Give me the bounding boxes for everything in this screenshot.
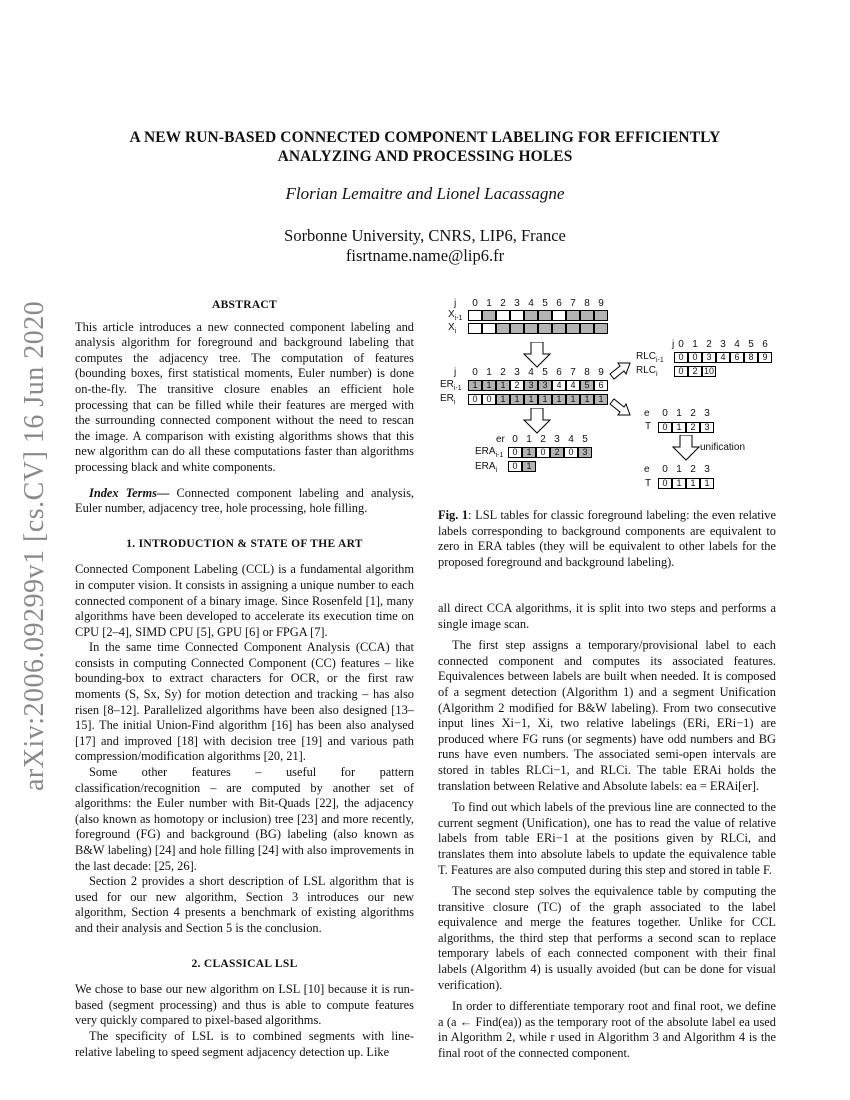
fig-xprev-pixel [566, 310, 580, 321]
fig-ercur-cell: 1 [552, 394, 566, 405]
fig-rlc-index: 2 [706, 339, 712, 350]
fig-eracur-label [475, 461, 497, 474]
fig-xprev-pixel [482, 310, 496, 321]
paper-title [60, 128, 790, 166]
fig-rlc-index: 5 [748, 339, 754, 350]
fig-erprev-cell: 6 [594, 380, 608, 391]
fig-eraprev-sub: i-1 [495, 452, 504, 459]
authors: Florian Lemaitre and Lionel Lacassagne [285, 184, 565, 203]
fig-t2-cell: 0 [658, 478, 672, 489]
fig-rlcprev-cell: 9 [758, 352, 772, 363]
fig-rlccur-cell: 2 [688, 366, 702, 377]
fig-ercur-cell: 0 [468, 394, 482, 405]
fig-e-index: 1 [676, 408, 682, 419]
fig-rlc-index: 6 [762, 339, 768, 350]
fig-e-index: 3 [704, 464, 710, 475]
fig-t2-cell: 1 [700, 478, 714, 489]
fig-j-index: 2 [500, 367, 506, 378]
fig-t-label: T [645, 421, 652, 432]
fig-j-index: 9 [598, 367, 604, 378]
fig-rlccur-sub: i [656, 371, 658, 378]
fig-rlcprev-cell: 4 [716, 352, 730, 363]
affiliation-block [60, 226, 790, 266]
fig-erprev-main: ER [440, 379, 454, 390]
fig-erprev-cell: 3 [524, 380, 538, 391]
fig-rlccur-main: RLC [636, 365, 657, 376]
figure-1 [440, 296, 800, 496]
fig-diag-arrow-up [608, 362, 634, 384]
section1-heading: 1. INTRODUCTION & STATE OF THE ART [126, 537, 363, 550]
fig-rlccur-cell: 0 [674, 366, 688, 377]
fig-era-index: 3 [554, 434, 560, 445]
fig-down-arrow-1 [523, 342, 551, 368]
fig-j-index: 4 [528, 298, 534, 309]
fig-xprev-pixel [538, 310, 552, 321]
fig-xprev-pixel [594, 310, 608, 321]
fig-ercur-main: ER [440, 393, 454, 404]
fig-xprev-pixel [580, 310, 594, 321]
title-line-2: ANALYZING AND PROCESSING HOLES [277, 148, 573, 165]
fig-e-index: 2 [690, 464, 696, 475]
fig-era-index: 5 [582, 434, 588, 445]
fig-j-index: 1 [486, 298, 492, 309]
fig-xprev-pixel [510, 310, 524, 321]
fig-t-label-2: T [645, 478, 652, 489]
right-col-p0: all direct CCA algorithms, it is split into two steps and performs a single image scan. [438, 601, 776, 631]
fig-eraprev-cell: 0 [564, 447, 578, 458]
index-terms-label: Index Terms— [89, 485, 170, 500]
fig-rlccur-label [636, 365, 658, 378]
fig-j-index: 6 [556, 367, 562, 378]
fig-rlcprev-cell: 6 [730, 352, 744, 363]
fig-eraprev-label [475, 446, 503, 459]
abstract-heading: ABSTRACT [211, 299, 278, 311]
index-terms [75, 486, 414, 517]
fig-ercur-cell: 1 [566, 394, 580, 405]
fig-down-arrow-2 [523, 408, 551, 434]
fig-eraprev-cell: 1 [522, 447, 536, 458]
fig-j-index: 1 [486, 367, 492, 378]
fig-xprev-pixel [552, 310, 566, 321]
fig-erprev-cell: 1 [496, 380, 510, 391]
section1-p2: In the same time Connected Component Analysis (CCA) that consists in computing Connected Component (CC) features – like bounding-box to extract characters for OCR, or the first raw moments (S, Sx, Sy) for motion detection and tracking – has also risen [8–12]. Parallelized algorithms have been also designed [13–15]. The initial Union-Find algorithm [16] has been also analysed [17] and improved [18] with decision tree [19] and various path compression/modification algorithms [20, 21]. [75, 640, 414, 764]
fig-ercur-sub: i [453, 399, 456, 406]
fig-j-index: 3 [514, 298, 520, 309]
fig-ercur-cell: 1 [524, 394, 538, 405]
fig-rlcprev-cell: 0 [688, 352, 702, 363]
fig-xprev-main: X [448, 309, 455, 320]
fig-j-index: 2 [500, 298, 506, 309]
fig-eracur-cell: 1 [522, 461, 536, 472]
section1-p3: Some other features – useful for pattern classification/recognition – are computed by another set of algorithms: the Euler number with Bit-Quads [22], the adjacency (also known as homotopy or inclusion) tree [23] and more recently, foreground (FG) and background (BG) labeling (also known as B&W labeling) [24] and hole filling [24] with also improvements in the last decade: [25, 26]. [75, 765, 414, 873]
fig-eraprev-cell: 0 [508, 447, 522, 458]
fig-j-index: 7 [570, 367, 576, 378]
fig-xcur-pixel [510, 323, 524, 334]
affiliation: Sorbonne University, CNRS, LIP6, France [284, 226, 566, 245]
fig-xcur-pixel [482, 323, 496, 334]
fig-eracur-sub: i [495, 467, 498, 474]
fig-j-label: j [454, 298, 457, 309]
section2-p1: We chose to base our new algorithm on LSL [10] because it is run-based (segment processing) and thus is able to compute features very quickly compared to pixel-based algorithms. [75, 982, 414, 1028]
fig-erprev-cell: 1 [482, 380, 496, 391]
fig-rlcprev-cell: 0 [674, 352, 688, 363]
fig-rlc-index: 0 [678, 339, 684, 350]
section2-heading: 2. CLASSICAL LSL [191, 957, 298, 970]
fig-j-index: 7 [570, 298, 576, 309]
fig-erprev-cell: 4 [552, 380, 566, 391]
fig-e-label-2: e [644, 464, 650, 475]
fig-e-index: 3 [704, 408, 710, 419]
fig-j-index: 4 [528, 367, 534, 378]
left-column [75, 298, 414, 1060]
fig-erprev-cell: 4 [566, 380, 580, 391]
fig-xprev-pixel [496, 310, 510, 321]
fig-xcur-pixel [538, 323, 552, 334]
fig-ercur-cell: 1 [496, 394, 510, 405]
fig-eracur-main: ERA [475, 461, 496, 472]
fig-j-index: 0 [472, 298, 478, 309]
fig-t1-cell: 0 [658, 422, 672, 433]
figure-caption-label: Fig. 1 [438, 508, 469, 522]
fig-eraprev-cell: 0 [536, 447, 550, 458]
fig-xcur-sub: i [454, 328, 457, 335]
fig-erprev-cell: 2 [510, 380, 524, 391]
fig-erprev-label [440, 379, 462, 392]
fig-ercur-cell: 0 [482, 394, 496, 405]
fig-erprev-cell: 3 [538, 380, 552, 391]
fig-ercur-cell: 1 [538, 394, 552, 405]
fig-erprev-cell: 1 [468, 380, 482, 391]
fig-ercur-label [440, 393, 455, 406]
figure-caption [438, 508, 776, 570]
fig-xprev-pixel [468, 310, 482, 321]
fig-e-index: 1 [676, 464, 682, 475]
fig-rlcprev-label [636, 351, 664, 364]
fig-e-index: 0 [662, 408, 668, 419]
fig-erprev-sub: i-1 [453, 385, 462, 392]
fig-rlccur-cell: 10 [703, 366, 714, 376]
abstract-text: This article introduces a new connected component labeling and analysis algorithm for foreground and background labeling that computes the adjacency tree. The computation of features (bounding boxes, first statistical moments, Euler number) is done on-the-fly. The transitive closure enables an efficient hole processing that can be filled while their features are merged with the surrounding connected component without the need to rescan the image. A comparison with existing algorithms shows that this new algorithm can do all these computations faster than algorithms processing black and white components. [75, 319, 414, 474]
section1-p4: Section 2 provides a short description of LSL algorithm that is used for our new algorithm, Section 3 introduces our new algorithm, Section 4 presents a benchmark of existing algorithms and their analysis and Section 5 is the conclusion. [75, 874, 414, 935]
fig-xcur-pixel [496, 323, 510, 334]
right-column [438, 601, 776, 1062]
fig-j-index: 5 [542, 298, 548, 309]
section1-p1: Connected Component Labeling (CCL) is a fundamental algorithm in computer vision. It consists in assigning a unique number to each connected component of a binary image. Since Rosenfeld [1], many algorithms have been developed to accelerate its execution time on CPU [2–4], SIMD CPU [5], GPU [6] or FPGA [7]. [75, 562, 414, 639]
fig-xcur-pixel [552, 323, 566, 334]
section2-p2: The specificity of LSL is to combined segments with line-relative labeling to speed segment adjacency detection up. Like [75, 1028, 414, 1059]
fig-rlc-index: 1 [692, 339, 698, 350]
index-terms-text: Connected component labeling and analysis, Euler number, adjacency tree, hole processing, hole filling. [75, 485, 414, 516]
fig-ercur-cell: 1 [510, 394, 524, 405]
right-col-p2: To find out which labels of the previous line are connected to the current segment (Unification), one has to read the value of relative labels from table ERi−1 at the positions given by RLCi, and translates them into absolute labels to update the equivalence table T. Features are also computed during this step and stored in table F. [438, 800, 776, 877]
fig-erprev-cell: 5 [580, 380, 594, 391]
fig-eracur-cell: 0 [508, 461, 522, 472]
figure-caption-text: : LSL tables for classic foreground labeling: the even relative labels corresponding to background components are equivalent to zero in ERA tables (they will be equivalent to other labels for the proposed foreground and background labeling). [438, 508, 776, 569]
fig-e-label: e [644, 408, 650, 419]
fig-e-index: 0 [662, 464, 668, 475]
fig-ercur-cell: 1 [580, 394, 594, 405]
fig-era-index: 4 [568, 434, 574, 445]
fig-diag-arrow-down [608, 396, 634, 418]
fig-era-er-label: er [496, 434, 505, 445]
fig-xprev-pixel [524, 310, 538, 321]
arxiv-stamp: arXiv:2006.09299v1 [cs.CV] 16 Jun 2020 [19, 300, 50, 791]
fig-eraprev-cell: 2 [550, 447, 564, 458]
fig-t1-cell: 2 [686, 422, 700, 433]
fig-down-arrow-3 [672, 435, 700, 461]
fig-j-label-2: j [454, 367, 457, 378]
right-col-p3: The second step solves the equivalence table by computing the transitive closure (TC) of the graph associated to the label equivalence and merge the features together. Unlike for CCL algorithms, the third step that performs a second scan to replace temporary labels of each connected component with their final labels (Algorithm 4) is usually avoided (but can be done for visual verification). [438, 884, 776, 992]
fig-xcur-pixel [594, 323, 608, 334]
fig-era-index: 2 [540, 434, 546, 445]
fig-unification-label: unification [700, 442, 746, 453]
fig-rlc-index: 4 [734, 339, 740, 350]
fig-xprev-sub: i-1 [454, 315, 463, 322]
fig-rlcprev-main: RLC [636, 351, 657, 362]
fig-xcur-label [448, 322, 456, 335]
fig-xcur-pixel [566, 323, 580, 334]
fig-j-index: 0 [472, 367, 478, 378]
fig-j-index: 8 [584, 367, 590, 378]
fig-eraprev-cell: 3 [578, 447, 592, 458]
fig-ercur-cell: 1 [594, 394, 608, 405]
fig-t2-cell: 1 [672, 478, 686, 489]
fig-j-index: 8 [584, 298, 590, 309]
fig-t2-cell: 1 [686, 478, 700, 489]
title-line-1: A NEW RUN-BASED CONNECTED COMPONENT LABELING FOR EFFICIENTLY [129, 129, 721, 146]
fig-t1-cell: 3 [700, 422, 714, 433]
fig-j-index: 5 [542, 367, 548, 378]
fig-era-index: 0 [512, 434, 518, 445]
fig-xcur-pixel [468, 323, 482, 334]
fig-j-index: 6 [556, 298, 562, 309]
fig-xcur-pixel [580, 323, 594, 334]
email: fisrtname.name@lip6.fr [345, 246, 505, 265]
fig-rlc-j-label: j [672, 339, 675, 350]
fig-eraprev-main: ERA [475, 446, 496, 457]
fig-rlcprev-sub: i-1 [656, 357, 664, 364]
fig-j-index: 3 [514, 367, 520, 378]
fig-xprev-label [448, 309, 462, 322]
fig-rlc-index: 3 [720, 339, 726, 350]
fig-t1-cell: 1 [672, 422, 686, 433]
fig-j-index: 9 [598, 298, 604, 309]
right-col-p1: The first step assigns a temporary/provisional label to each connected component and computes its associated features. Equivalences between labels are built when needed. It is composed of a segment detection (Algorithm 1) and a segment Unification (Algorithm 2 modified for B&W labeling). From two consecutive input lines Xi−1, Xi, two relative labelings (ERi, ERi−1) are produced where FG runs (or segments) have odd numbers and BG runs have even numbers. The associated semi-open intervals are stored in tables RLCi−1, and RLCi. The table ERAi holds the translation between Relative and Absolute labels: ea = ERAi[er]. [438, 638, 776, 793]
fig-era-index: 1 [526, 434, 532, 445]
fig-xcur-pixel [524, 323, 538, 334]
fig-e-index: 2 [690, 408, 696, 419]
fig-rlcprev-cell: 8 [744, 352, 758, 363]
fig-xcur-main: X [448, 322, 455, 333]
right-col-p4: In order to differentiate temporary root and final root, we define a (a ← Find(ea)) as the temporary root of the absolute label ea used in Algorithm 2, while r used in Algorithm 3 and Algorithm 4 is the final root of the connected component. [438, 999, 776, 1061]
fig-rlcprev-cell: 3 [702, 352, 716, 363]
